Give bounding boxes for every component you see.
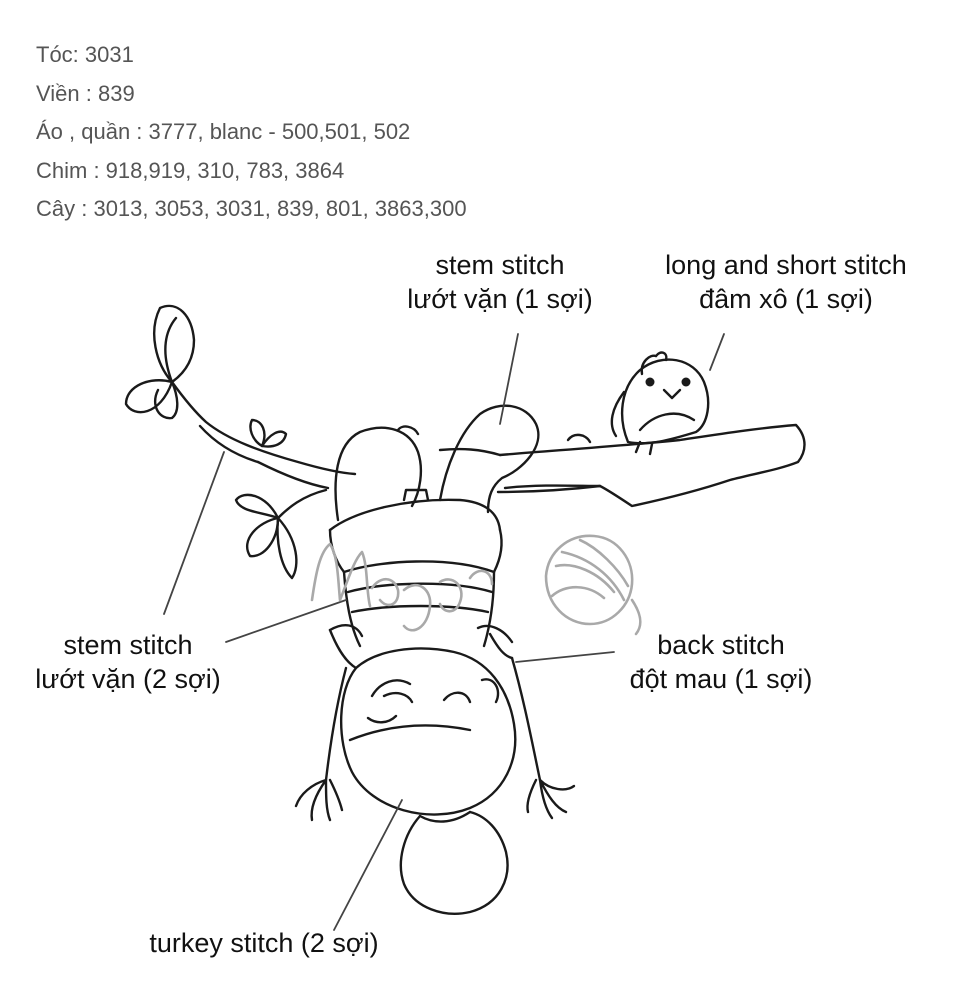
boy-arms-hands <box>296 658 574 820</box>
legend-outline: Viền : 839 <box>36 80 135 106</box>
yarn-ball-signature-icon <box>312 536 640 634</box>
label-long-short-stitch <box>636 248 936 316</box>
label-stem-top-en: stem stitch <box>435 250 565 280</box>
label-back-vi: đột mau (1 sợi) <box>629 664 813 694</box>
label-turkey-en: turkey stitch (2 sợi) <box>149 928 379 958</box>
boy-legs <box>336 406 590 520</box>
bird-eye-left <box>646 378 655 387</box>
tree-leaves <box>126 306 296 578</box>
boy-head <box>341 649 515 815</box>
legend-hair: Tóc: 3031 <box>36 42 134 67</box>
label-back-stitch <box>606 628 836 696</box>
label-back-en: back stitch <box>657 630 785 660</box>
boy-hair <box>401 812 508 914</box>
label-stem-stitch-top <box>378 248 622 316</box>
legend-clothes: Áo , quần : 3777, blanc - 500,501, 502 <box>36 119 411 144</box>
label-long-short-vi: đâm xô (1 sợi) <box>699 284 873 314</box>
label-long-short-en: long and short stitch <box>665 250 907 280</box>
label-turkey-stitch <box>116 926 412 960</box>
bird-eye-right <box>682 378 691 387</box>
boy-shirt <box>330 561 512 668</box>
label-stem-stitch-left <box>10 628 246 696</box>
label-stem-top-vi: lướt vặn (1 sợi) <box>407 284 593 314</box>
legend-bird: Chim : 918,919, 310, 783, 3864 <box>36 157 345 183</box>
label-stem-left-vi: lướt vặn (2 sợi) <box>35 664 221 694</box>
label-stem-left-en: stem stitch <box>63 630 193 660</box>
legend-tree: Cây : 3013, 3053, 3031, 839, 801, 3863,300 <box>36 196 467 221</box>
